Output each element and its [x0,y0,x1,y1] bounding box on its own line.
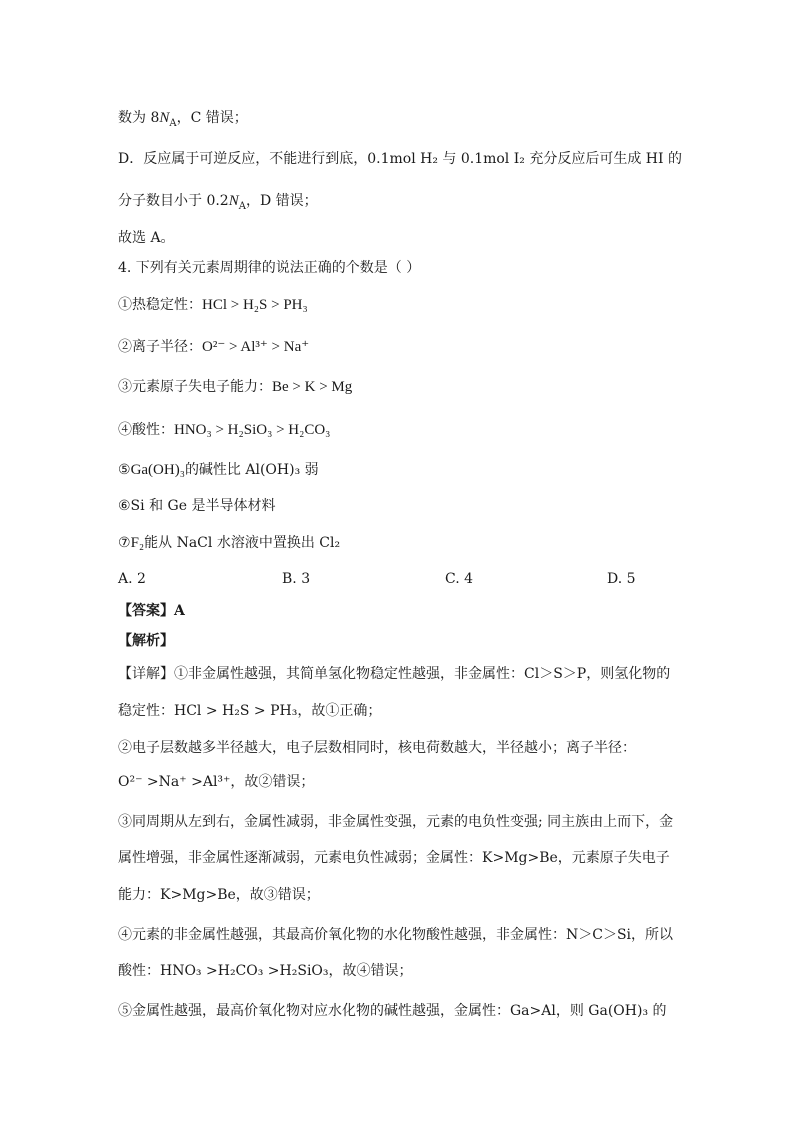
statement-4: ④酸性：HNO₃ > H₂SiO₃ > H₂CO₃ [118,422,331,438]
statement-1: ①热稳定性：HCl > H₂S > PH₃ [118,297,308,313]
option-d: D. 5 [607,571,636,587]
detail-line: 属性增强，非金属性逐渐减弱，元素电负性减弱；金属性：K>Mg>Be，元素原子失电子 [118,850,670,866]
text-line-1: 数为 $8N_A$，C 错误； [118,110,248,129]
detail-line: ⑤金属性越强，最高价氧化物对应水化物的碱性越强，金属性：Ga>Al，则 Ga(OH)₃ 的 [118,1003,667,1019]
detail-line: ④元素的非金属性越强，其最高价氧化物的水化物酸性越强，非金属性：N＞C＞Si，所以 [118,927,674,943]
text-line-3: 分子数目小于 $0.2N_A$，D 错误； [118,193,318,212]
option-b: B. 3 [282,571,311,587]
detail-line: O²⁻ >Na⁺ >Al³⁺，故②错误； [118,774,315,790]
detail-line: ②电子层数越多半径越大，电子层数相同时，核电荷数越大，半径越小；离子半径： [118,740,636,756]
text-line-4: 故选 A。 [118,230,175,246]
text-line-2: D．反应属于可逆反应，不能进行到底，0.1mol H₂ 与 0.1mol I₂ 充分反应后可生成 HI 的 [118,151,682,167]
statement-2: ②离子半径：O²⁻ > Al³⁺ > Na⁺ [118,339,310,355]
detail-line: 能力：K>Mg>Be，故③错误； [118,887,320,903]
answer: 【答案】A [118,603,185,619]
statement-5: ⑤Ga(OH)₃的碱性比 Al(OH)₃ 弱 [118,462,319,478]
option-a: A. 2 [118,571,146,587]
option-c: C. 4 [445,571,474,587]
statement-3: ③元素原子失电子能力：Be > K > Mg [118,379,353,395]
detail-line: 稳定性：HCl > H₂S > PH₃，故①正确； [118,703,382,719]
question-stem: 4. 下列有关元素周期律的说法正确的个数是（ ） [118,260,421,276]
statement-6: ⑥Si 和 Ge 是半导体材料 [118,498,276,514]
detail-line: 酸性：HNO₃ >H₂CO₃ >H₂SiO₃，故④错误； [118,963,413,979]
detail-line: ③同周期从左到右，金属性减弱，非金属性变强，元素的电负性变强; 同主族由上而下，金 [118,814,674,830]
detail-line: 【详解】①非金属性越强，其简单氢化物稳定性越强，非金属性：Cl＞S＞P，则氢化物的 [118,666,671,682]
statement-7: ⑦F₂能从 NaCl 水溶液中置换出 Cl₂ [118,535,341,551]
analysis-title: 【解析】 [118,633,174,649]
